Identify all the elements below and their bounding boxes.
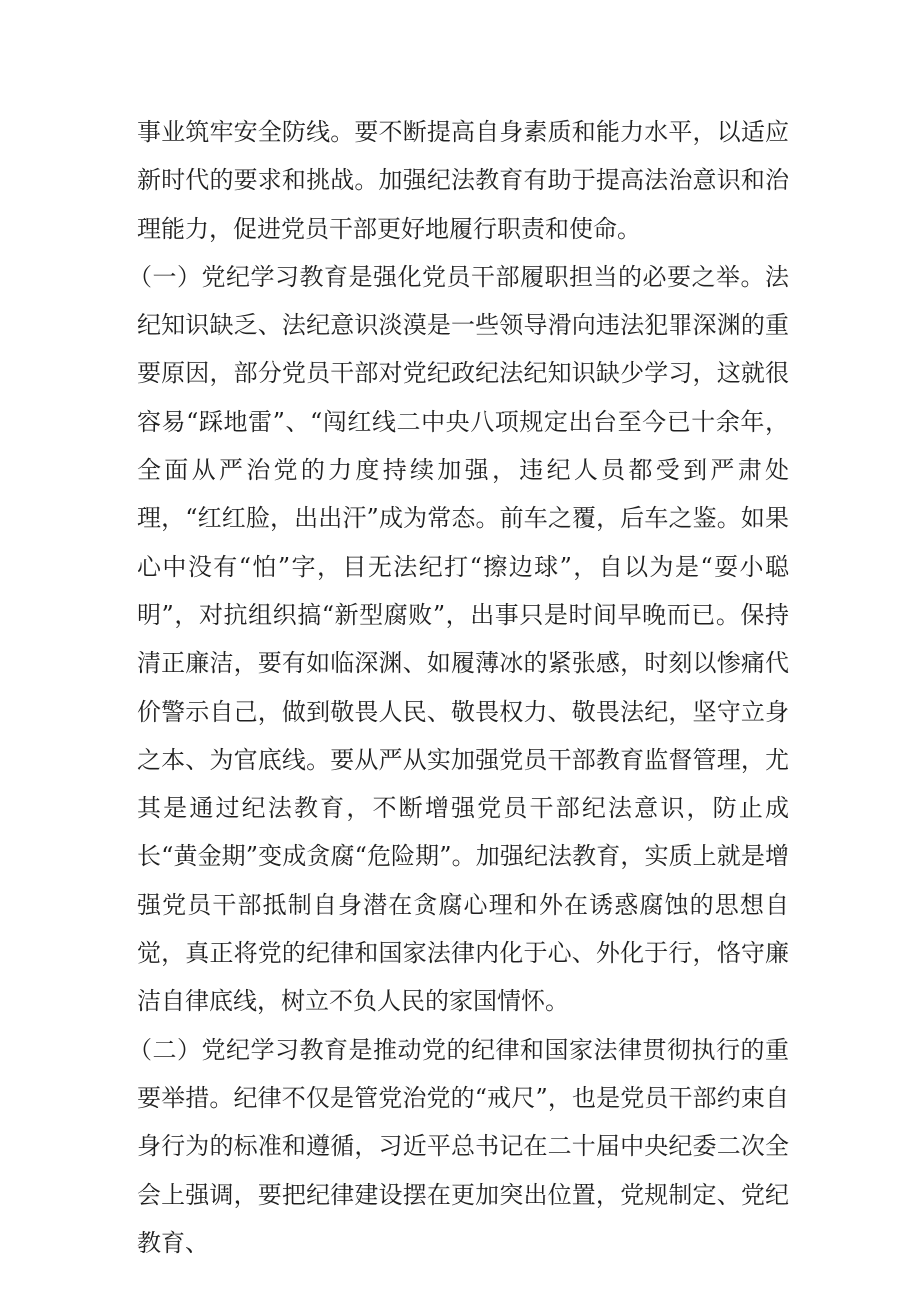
paragraph-section-two: （二）党纪学习教育是推动党的纪律和国家法律贯彻执行的重要举措。纪律不仅是管党治党的“戒尺”，也是党员干部约束自身行为的标准和遵循，习近平总书记在二十届中央纪委二次全会上强调，要把纪律建设摆在更加突出位置，党规制定、党纪教育、 bbox=[128, 1035, 789, 1257]
paragraph-continuation: 事业筑牢安全防线。要不断提高自身素质和能力水平，以适应新时代的要求和挑战。加强纪法教育有助于提高法治意识和治理能力，促进党员干部更好地履行职责和使命。 bbox=[137, 118, 789, 243]
paragraph-section-one: （一）党纪学习教育是强化党员干部履职担当的必要之举。法纪知识缺乏、法纪意识淡漠是一些领导滑向违法犯罪深渊的重要原因，部分党员干部对党纪政纪法纪知识缺少学习，这就很容易“踩地雷”、“闯红线二中央八项规定出台至今已十余年，全面从严治党的力度持续加强，违纪人员都受到严肃处理，“红红脸，出出汗”成为常态。前车之覆，后车之鉴。如果心中没有“怕”字，目无法纪打“擦边球”，自以为是“耍小聪明”，对抗组织搞“新型腐败”，出事只是时间早晚而已。保持清正廉洁，要有如临深渊、如履薄冰的紧张感，时刻以惨痛代价警示自己，做到敬畏人民、敬畏权力、敬畏法纪，坚守立身之本、为官底线。要从严从实加强党员干部教育监督管理，尤其是通过纪法教育，不断增强党员干部纪法意识，防止成长“黄金期”变成贪腐“危险期”。加强纪法教育，实质上就是增强党员干部抵制自身潜在贪腐心理和外在诱惑腐蚀的思想自觉，真正将党的纪律和国家法律内化于心、外化于行，恪守廉洁自律底线，树立不负人民的家国情怀。 bbox=[128, 262, 789, 1016]
body-text bbox=[128, 108, 789, 1267]
